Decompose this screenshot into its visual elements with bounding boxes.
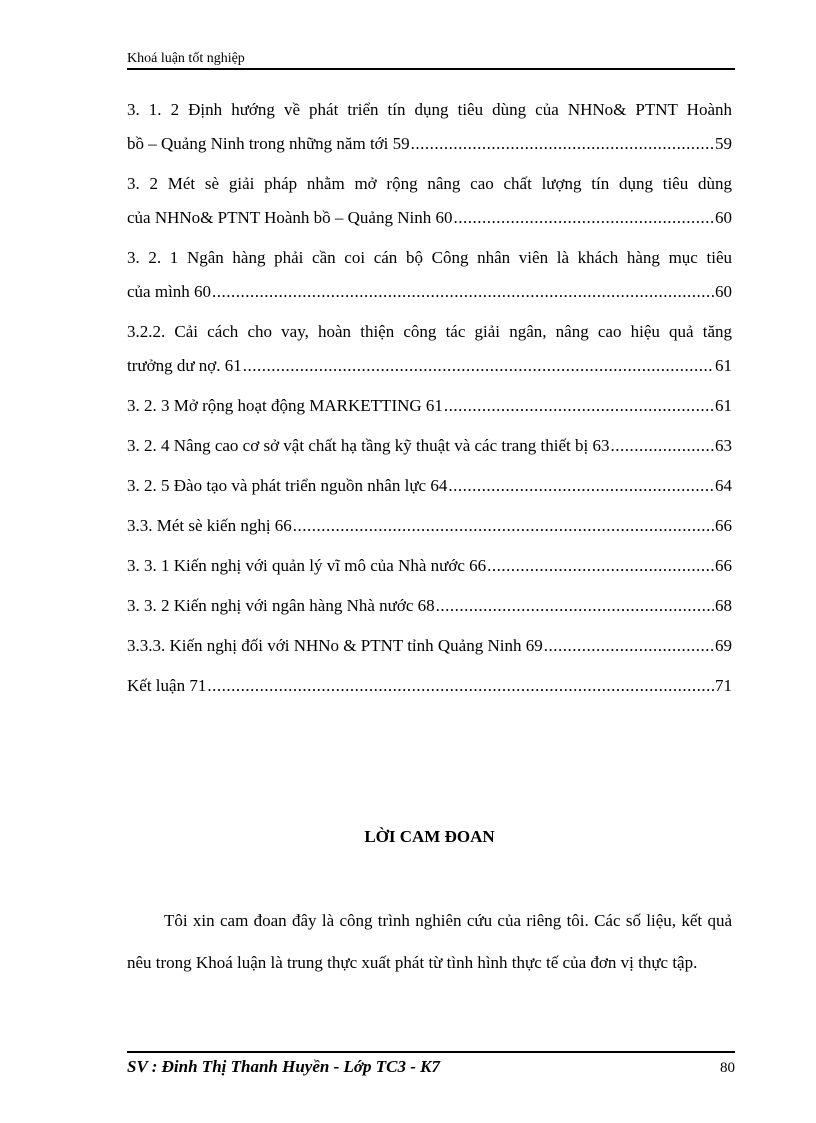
running-footer — [127, 1055, 735, 1080]
toc-entry[interactable] — [127, 549, 732, 583]
toc-page-number: 69 — [715, 636, 732, 655]
header-divider — [127, 68, 735, 70]
toc-page-number: 71 — [715, 676, 732, 695]
toc-leader-dots — [207, 669, 714, 703]
toc-page-number: 63 — [715, 436, 732, 455]
toc-leader-dots — [444, 389, 714, 423]
toc-leader-dots — [448, 469, 714, 503]
toc-entry-text: 3. 2. 5 Đào tạo và phát triển nguồn nhân lực 64 — [127, 476, 448, 495]
toc-leader-dots — [544, 629, 714, 663]
toc-leader-dots — [293, 509, 714, 543]
toc-entry-text: bồ – Quảng Ninh trong những năm tới 59 — [127, 134, 410, 153]
toc-page-number: 60 — [715, 208, 732, 227]
toc-entry-text: của NHNo& PTNT Hoành bồ – Quảng Ninh 60 — [127, 208, 453, 227]
toc-leader-dots — [411, 127, 714, 161]
toc-entry-text: 3.2.2. Cải cách cho vay, hoàn thiện công tác giải ngân, nâng cao hiệu quả tăng — [127, 322, 732, 341]
toc-entry[interactable] — [127, 93, 732, 161]
declaration-paragraph: Tôi xin cam đoan đây là công trình nghiên cứu của riêng tôi. Các số liệu, kết quả nêu trong Khoá luận là trung thực xuất phát từ tình hình thực tế của đơn vị thực tập. — [127, 911, 732, 972]
toc-entry[interactable] — [127, 389, 732, 423]
toc-page-number: 68 — [715, 596, 732, 615]
toc-page-number: 59 — [715, 134, 732, 153]
toc-entry-text: 3. 3. 1 Kiến nghị với quản lý vĩ mô của Nhà nước 66 — [127, 556, 487, 575]
toc-entry[interactable] — [127, 629, 732, 663]
toc-entry-text: 3.3. Mét sè kiến nghị 66 — [127, 516, 292, 535]
toc-entry[interactable] — [127, 167, 732, 235]
toc-entry-text: 3. 3. 2 Kiến nghị với ngân hàng Nhà nước 68 — [127, 596, 435, 615]
toc-entry[interactable] — [127, 469, 732, 503]
toc-entry[interactable] — [127, 669, 732, 703]
toc-entry[interactable] — [127, 509, 732, 543]
toc-page-number: 61 — [715, 356, 732, 375]
footer-author: SV : Đinh Thị Thanh Huyền - Lớp TC3 - K7 — [127, 1057, 440, 1076]
page-number: 80 — [720, 1060, 735, 1076]
toc-entry[interactable] — [127, 589, 732, 623]
toc-page-number: 66 — [715, 556, 732, 575]
toc-leader-dots — [212, 275, 714, 309]
toc-leader-dots — [611, 429, 715, 463]
toc-page-number: 60 — [715, 282, 732, 301]
footer-divider — [127, 1051, 735, 1053]
toc-entry-text: trưởng dư nợ. 61 — [127, 356, 242, 375]
toc-leader-dots — [243, 349, 714, 383]
table-of-contents — [127, 93, 732, 703]
toc-entry[interactable] — [127, 315, 732, 383]
toc-page-number: 64 — [715, 476, 732, 495]
toc-leader-dots — [487, 549, 714, 583]
toc-page-number: 66 — [715, 516, 732, 535]
toc-entry-text: 3. 1. 2 Định hướng về phát triển tín dụng tiêu dùng của NHNo& PTNT Hoành — [127, 100, 732, 119]
toc-leader-dots — [453, 201, 714, 235]
toc-entry-text: Kết luận 71 — [127, 676, 207, 695]
toc-entry[interactable] — [127, 429, 732, 463]
toc-entry-text: 3. 2 Mét sè giải pháp nhằm mở rộng nâng cao chất lượng tín dụng tiêu dùng — [127, 174, 732, 193]
toc-entry-text: 3. 2. 4 Nâng cao cơ sở vật chất hạ tầng kỹ thuật và các trang thiết bị 63 — [127, 436, 610, 455]
toc-leader-dots — [436, 589, 714, 623]
toc-entry-text: 3. 2. 1 Ngân hàng phải cần coi cán bộ Công nhân viên là khách hàng mục tiêu — [127, 248, 732, 267]
section-title: LỜI CAM ĐOAN — [364, 827, 495, 846]
toc-entry-text: 3.3.3. Kiến nghị đối với NHNo & PTNT tỉnh Quảng Ninh 69 — [127, 636, 543, 655]
toc-page-number: 61 — [715, 396, 732, 415]
running-header: Khoá luận tốt nghiệp — [127, 51, 245, 66]
toc-entry[interactable] — [127, 241, 732, 309]
toc-entry-text: 3. 2. 3 Mở rộng hoạt động MARKETTING 61 — [127, 396, 443, 415]
toc-entry-text: của mình 60 — [127, 282, 212, 301]
